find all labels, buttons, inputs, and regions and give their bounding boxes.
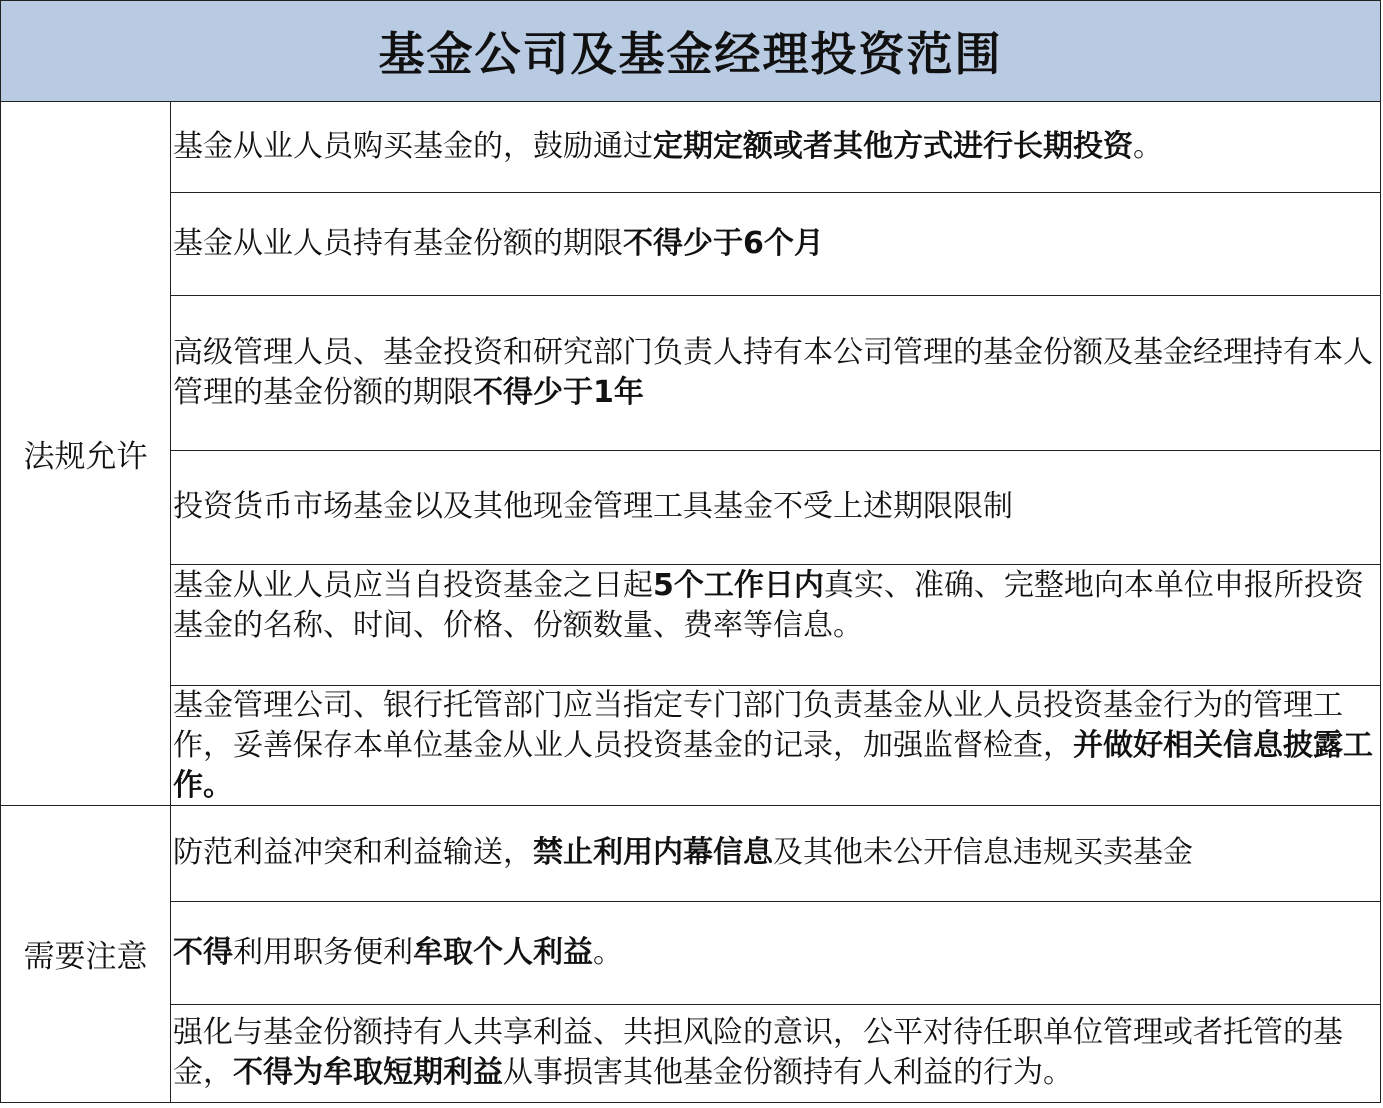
table-title: 基金公司及基金经理投资范围 [0, 0, 1381, 102]
rule-9-end: 从事损害其他基金份额持有人利益的行为。 [503, 1055, 1073, 1090]
category-allowed: 法规允许 [0, 101, 171, 806]
rule-7-end: 及其他未公开信息违规买卖基金 [773, 835, 1193, 870]
rule-5-emphasis: 5个工作日内 [653, 568, 824, 603]
rule-7-emphasis: 禁止利用内幕信息 [533, 835, 773, 870]
rule-1-text: 基金从业人员购买基金的，鼓励通过 [173, 128, 653, 164]
rule-2-emphasis: 不得少于6个月 [623, 225, 824, 261]
rule-row-1 [170, 101, 1381, 193]
rule-2-text: 基金从业人员持有基金份额的期限 [173, 225, 623, 261]
rule-row-4 [170, 450, 1381, 565]
rule-4-text: 投资货币市场基金以及其他现金管理工具基金不受上述期限限制 [173, 489, 1013, 524]
rule-3-text: 高级管理人员、基金投资和研究部门负责人持有本公司管理的基金份额及基金经理持有本人管理的基金份额的期限 [173, 334, 1373, 410]
rule-1-emphasis: 定期定额或者其他方式进行长期投资 [653, 128, 1133, 164]
rule-row-3 [170, 295, 1381, 451]
rule-6-emphasis: 并做好相关信息披露工作。 [173, 728, 1373, 803]
rule-8-emphasis-b: 牟取个人利益 [413, 934, 593, 970]
rule-8-text: 利用职务便利 [233, 934, 413, 970]
rule-row-7 [170, 805, 1381, 902]
rule-5-end: 真实、准确、完整地向本单位申报所投资基金的名称、时间、价格、份额数量、费率等信息。 [173, 568, 1364, 643]
rule-1-end: 。 [1133, 128, 1163, 164]
rule-8-end: 。 [593, 934, 623, 970]
rule-5-text: 基金从业人员应当自投资基金之日起 [173, 568, 653, 603]
rule-6-text: 基金管理公司、银行托管部门应当指定专门部门负责基金从业人员投资基金行为的管理工作，妥善保存本单位基金从业人员投资基金的记录，加强监督检查， [173, 688, 1343, 763]
rule-7-text: 防范利益冲突和利益输送， [173, 835, 533, 870]
rule-3-emphasis: 不得少于1年 [473, 374, 644, 410]
rule-9-text: 强化与基金份额持有人共享利益、共担风险的意识，公平对待任职单位管理或者托管的基金， [173, 1015, 1343, 1090]
rule-row-2 [170, 192, 1381, 296]
rule-row-5 [170, 564, 1381, 686]
rule-9-emphasis: 不得为牟取短期利益 [233, 1055, 503, 1090]
category-attention: 需要注意 [0, 805, 171, 1103]
rule-row-9 [170, 1004, 1381, 1103]
rule-row-6 [170, 685, 1381, 806]
rule-8-emphasis-a: 不得 [173, 934, 233, 970]
rule-row-8 [170, 901, 1381, 1005]
